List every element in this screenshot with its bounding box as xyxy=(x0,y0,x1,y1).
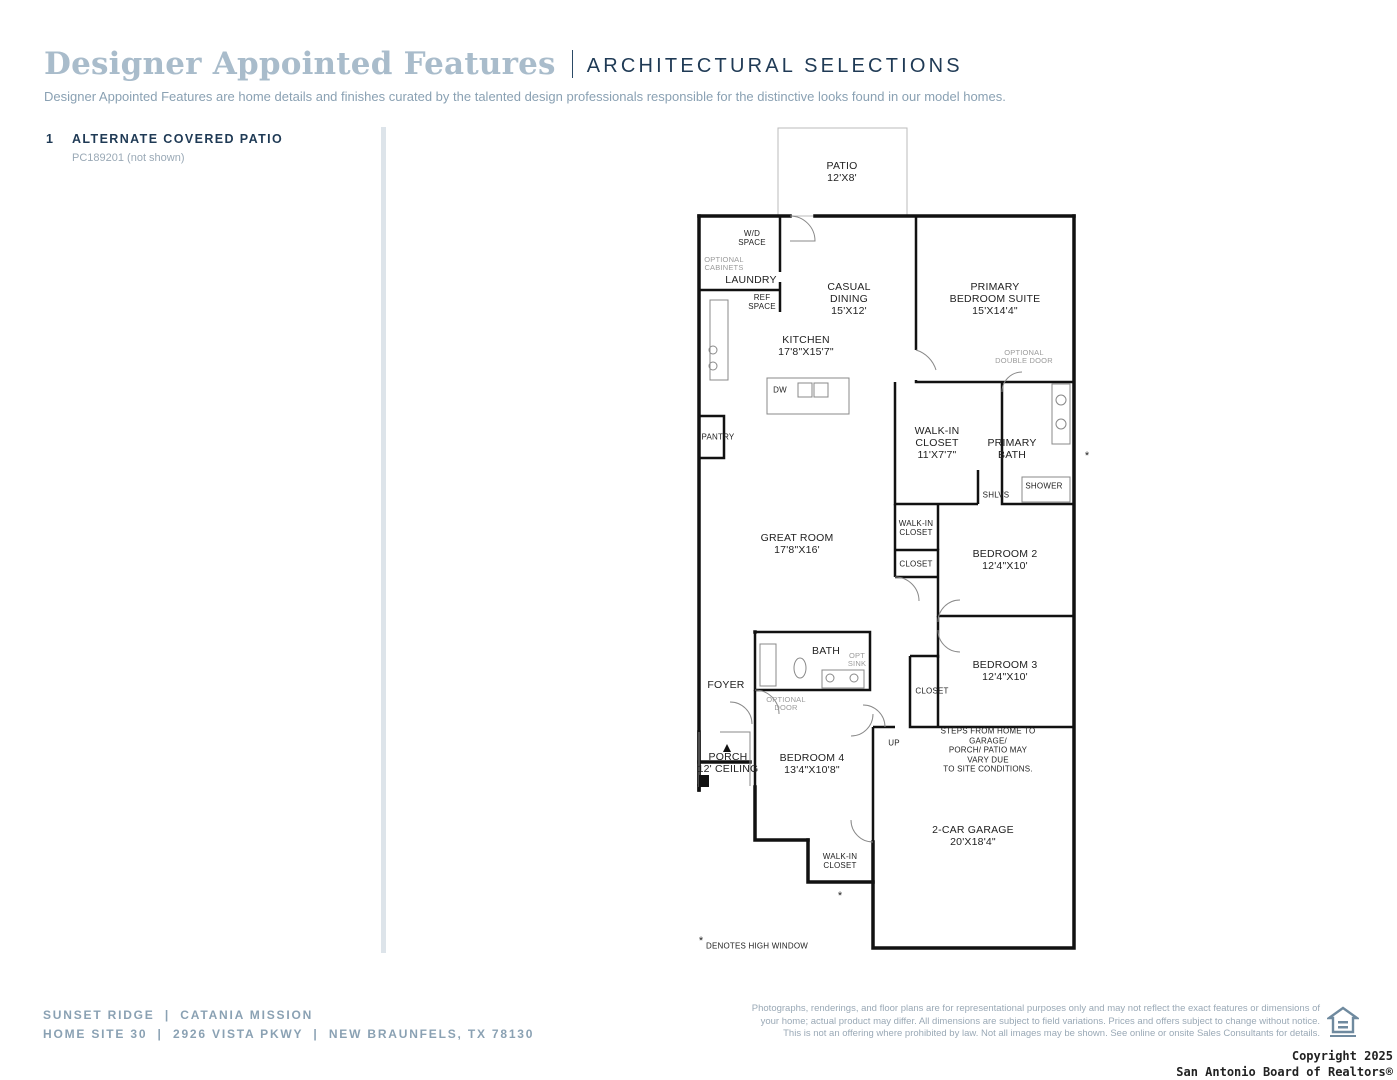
label-bath: BATH xyxy=(811,645,841,657)
title-row xyxy=(44,44,1364,84)
label-bedroom-2: BEDROOM 2 12'4"X10' xyxy=(972,548,1038,572)
label-primary-bedroom-suite: PRIMARY BEDROOM SUITE 15'X14'4" xyxy=(949,281,1041,317)
label-bedroom-4: BEDROOM 4 13'4"X10'8" xyxy=(779,752,845,776)
label-up: UP xyxy=(888,738,900,748)
intro-text: Designer Appointed Features are home details and finishes curated by the talented design professionals responsible for the distinctive looks found in our model homes. xyxy=(44,89,1006,104)
copyright-line-2: San Antonio Board of Realtors® xyxy=(1176,1065,1393,1079)
label-walkin-closet-bed4: WALK-IN CLOSET xyxy=(822,852,858,870)
footer-community: SUNSET RIDGE | CATANIA MISSION xyxy=(43,1008,314,1022)
label-walkin-closet-primary: WALK-IN CLOSET 11'X7'7" xyxy=(914,425,960,461)
label-steps-note: STEPS FROM HOME TO GARAGE/ PORCH/ PATIO MAY VARY DUE TO SITE CONDITIONS. xyxy=(940,726,1036,774)
label-foyer: FOYER xyxy=(707,679,745,691)
label-ref-space: REF SPACE xyxy=(748,293,776,311)
label-closet-bed3: CLOSET xyxy=(915,686,949,696)
footer-disclaimer xyxy=(680,1003,1320,1041)
page-header xyxy=(44,44,1364,106)
label-kitchen: KITCHEN 17'8"X15'7" xyxy=(778,334,834,358)
equal-housing-logo xyxy=(1327,1006,1359,1040)
disclaimer-line-1: Photographs, renderings, and floor plans are for representational purposes only and may not reflect the exact features or dimensions of xyxy=(751,1003,1320,1014)
label-garage: 2-CAR GARAGE 20'X18'4" xyxy=(932,824,1014,848)
feature-item xyxy=(46,132,376,146)
high-window-star: * xyxy=(837,890,843,902)
label-casual-dining: CASUAL DINING 15'X12' xyxy=(827,281,871,317)
label-wd-space: W/D SPACE xyxy=(738,229,766,247)
label-great-room: GREAT ROOM 17'8"X16' xyxy=(760,532,834,556)
feature-list xyxy=(46,132,376,164)
page-subtitle: ARCHITECTURAL SELECTIONS xyxy=(586,55,963,77)
floor-plan-drawing xyxy=(690,122,1090,958)
copyright-line-1: Copyright 2025 xyxy=(1291,1049,1393,1063)
label-high-window-note: DENOTES HIGH WINDOW xyxy=(705,941,809,951)
footer-home-site: HOME SITE 30 | 2926 VISTA PKWY | NEW BRAUNFELS, TX 78130 xyxy=(43,1027,535,1041)
legend-star: * xyxy=(698,935,704,947)
label-opt-sink: OPT SINK xyxy=(847,651,867,668)
label-shower: SHOWER xyxy=(1025,481,1063,491)
label-pantry: PANTRY xyxy=(701,432,735,442)
disclaimer-line-2: your home; actual product may differ. All dimensions are subject to field variations. Prices and offers subject to change without notice. xyxy=(760,1015,1320,1027)
label-bedroom-3: BEDROOM 3 12'4"X10' xyxy=(972,659,1038,683)
footer-address xyxy=(43,1006,534,1044)
label-walkin-closet-bed2: WALK-IN CLOSET xyxy=(898,519,934,537)
label-shlvs: SHLVS xyxy=(982,490,1010,500)
disclaimer-line-3: This is not an offering where prohibited by law. Not all images may be shown. See online or onsite Sales Consultants for details. xyxy=(783,1028,1320,1039)
floor-plan xyxy=(690,122,1090,958)
high-window-star: * xyxy=(1084,450,1090,462)
equal-housing-icon xyxy=(1327,1006,1359,1040)
feature-number: 1 xyxy=(46,132,55,146)
label-optional-door: OPTIONAL DOOR xyxy=(766,695,806,712)
label-primary-bath: PRIMARY BATH xyxy=(987,437,1037,461)
column-divider xyxy=(381,127,386,953)
label-porch: PORCH 12' CEILING xyxy=(697,751,759,775)
label-dw: DW xyxy=(773,385,787,395)
title-separator xyxy=(572,50,573,78)
label-closet-bed2: CLOSET xyxy=(899,559,933,569)
feature-name: ALTERNATE COVERED PATIO xyxy=(72,132,284,146)
label-laundry: LAUNDRY xyxy=(725,274,777,286)
label-optional-double-door: OPTIONAL DOUBLE DOOR xyxy=(995,348,1053,365)
page-title: Designer Appointed Features xyxy=(44,46,556,82)
copyright-watermark xyxy=(1176,1048,1393,1080)
label-optional-cabinets: OPTIONAL CABINETS xyxy=(704,255,744,272)
label-patio: PATIO 12'X8' xyxy=(826,160,858,184)
feature-code: PC189201 (not shown) xyxy=(72,152,185,164)
